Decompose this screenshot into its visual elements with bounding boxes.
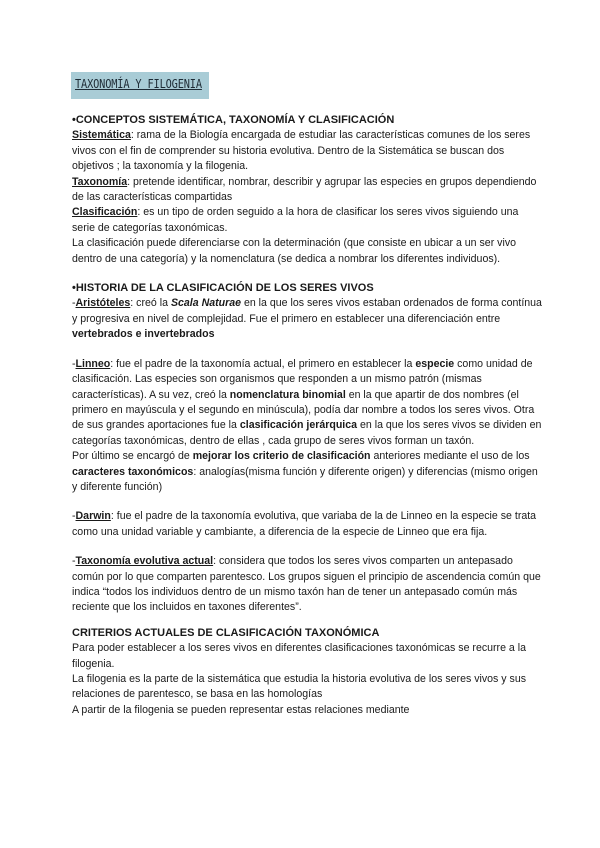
text-taxonomia: : pretende identificar, nombrar, describir y agrupar las especies en grupos dependiendo de las características compartidas: [72, 175, 537, 204]
paragraph-filogenia-3: A partir de la filogenia se pueden representar estas relaciones mediante: [72, 703, 410, 716]
term-taxonomia-evolutiva: Taxonomía evolutiva actual: [75, 555, 214, 568]
paragraph-sistematica: [72, 128, 542, 174]
term-mejorar-criterio: mejorar los criterio de clasificación: [192, 450, 371, 463]
text: Por último se encargó de: [72, 450, 193, 463]
section-heading-criterios: CRITERIOS ACTUALES DE CLASIFICACIÓN TAXONÓMICA: [72, 626, 380, 639]
paragraph-aristoteles: [72, 296, 542, 342]
paragraph-taxonomia-evolutiva: [72, 554, 542, 616]
dash: -: [72, 510, 76, 523]
page-title: TAXONOMÍA Y FILOGENIA: [75, 77, 202, 91]
dash: -: [72, 555, 76, 568]
section-heading-historia: •HISTORIA DE LA CLASIFICACIÓN DE LOS SERES VIVOS: [72, 282, 374, 295]
title-highlight: [71, 72, 209, 99]
paragraph-taxonomia: [72, 175, 542, 206]
text-sistematica: : rama de la Biología encargada de estudiar las características comunes de los seres vivos con el fin de comprender su historia evolutiva. Dentro de la Sistemática se buscan dos objetivos ; la taxonomía y la filogenia.: [72, 129, 531, 173]
paragraph-linneo-criterios: [72, 449, 542, 495]
paragraph-linneo: [72, 357, 542, 449]
paragraph-determinacion: La clasificación puede diferenciarse con la determinación (que consiste en ubicar a un ser vivo dentro de una categoría) y la nomenclatura (se dedica a nombrar los diferentes individuos).: [72, 237, 517, 265]
paragraph-filogenia-1: Para poder establecer a los seres vivos en diferentes clasificaciones taxonómicas se recurre a la filogenia.: [72, 642, 526, 670]
term-caracteres-taxonomicos: caracteres taxonómicos: [72, 465, 194, 478]
term-linneo: Linneo: [75, 357, 111, 370]
term-clasificacion: Clasificación: [72, 206, 138, 219]
term-nomenclatura-binomial: nomenclatura binomial: [229, 388, 346, 401]
text-clasificacion: : es un tipo de orden seguido a la hora de clasificar los seres vivos siguiendo una serie de categorías taxonómicas.: [72, 206, 519, 234]
term-vertebrados: vertebrados e invertebrados: [72, 328, 215, 341]
term-taxonomia: Taxonomía: [72, 175, 128, 188]
paragraph-filogenia-2: La filogenia es la parte de la sistemática que estudia la historia evolutiva de los seres vivos y sus relaciones de parentesco, se basa en las homologías: [72, 673, 527, 701]
text: : fue el padre de la taxonomía evolutiva, que variaba de la de Linneo en la especie se trata como una unidad variable y cambiante, a diferencia de la especie de Linneo que era fija.: [72, 510, 537, 538]
dash: -: [72, 297, 76, 310]
paragraph-clasificacion: [72, 205, 542, 236]
text: : considera que todos los seres vivos comparten un antepasado común por lo que comparten parentesco. Los grupos siguen el principio de ascendencia común que indica “todos los individuos dentro de un mismo taxón han de tener un antepasado común más reciente que los incluidos en taxones diferentes”.: [72, 555, 541, 614]
document-body: [72, 113, 542, 718]
dash: -: [72, 357, 76, 370]
text: como unidad de clasificación. Las especies son organismos que responden a un mismo patrón (mismas características). A su vez, creó la: [72, 357, 533, 401]
text: : analogías(misma función y diferente origen) y diferencias (mismo origen y diferente función): [72, 465, 538, 493]
term-aristoteles: Aristóteles: [75, 297, 131, 310]
text: en la que los seres vivos se dividen en categorías taxonómicas, dentro de ellas , cada grupo de seres vivos forman un taxón.: [72, 419, 542, 447]
text: : creó la: [130, 297, 171, 310]
text: anteriores mediante el uso de los: [370, 450, 530, 463]
section-heading-conceptos: •CONCEPTOS SISTEMÁTICA, TAXONOMÍA Y CLASIFICACIÓN: [72, 114, 395, 126]
paragraph-darwin: [72, 509, 542, 540]
text: en la que los seres vivos estaban ordenados de forma contínua y progresiva en nivel de complejidad. Fue el primero en establecer una diferenciación entre: [72, 297, 542, 325]
text: en la que apartir de dos nombres (el primero en mayúscula y el segundo en minúscula), podía dar nombre a todos los seres vivos. Otra de sus grandes aportaciones fue la: [72, 388, 535, 432]
text: : fue el padre de la taxonomía actual, el primero en establecer la: [110, 357, 416, 370]
term-darwin: Darwin: [75, 510, 111, 523]
term-scala-naturae: Scala Naturae: [170, 297, 242, 310]
term-clasificacion-jerarquica: clasificación jerárquica: [239, 419, 358, 432]
term-especie: especie: [415, 357, 455, 370]
term-sistematica: Sistemática: [72, 129, 131, 142]
